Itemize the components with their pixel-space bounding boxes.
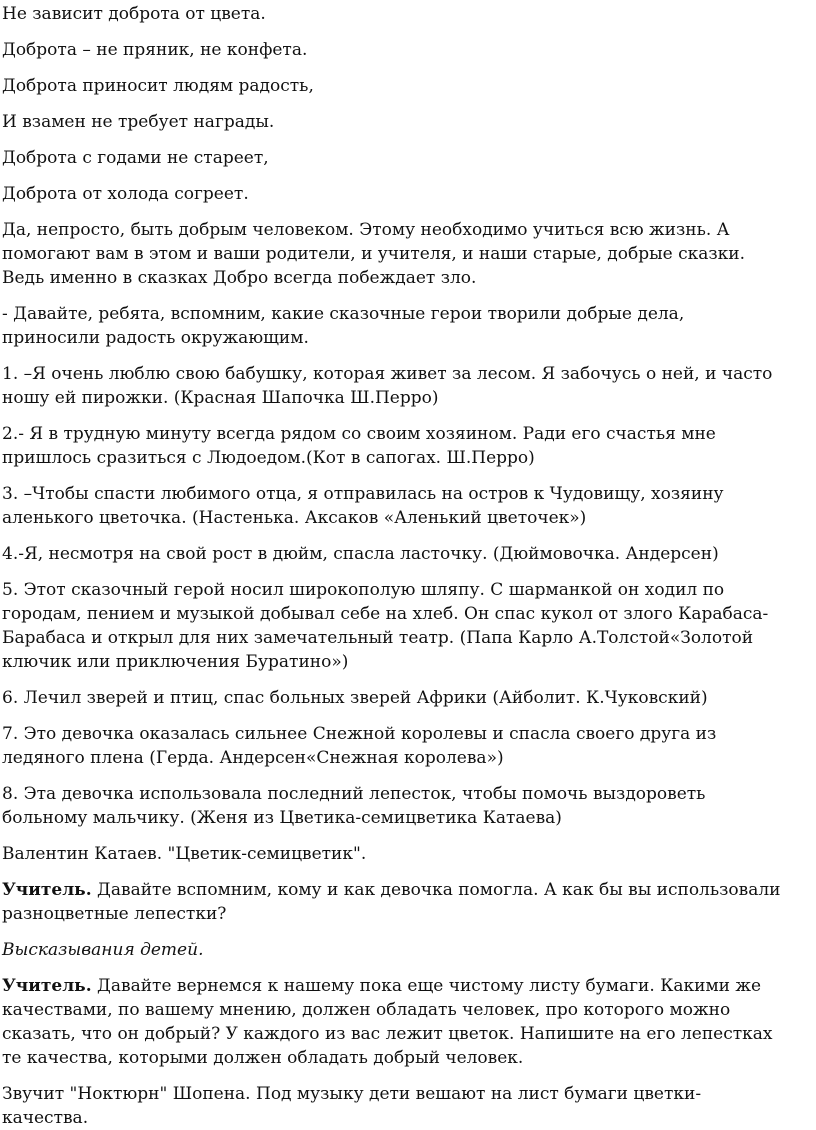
question-paragraph: - Давайте, ребята, вспомним, какие сказочные герои творили добрые дела, приносили радость окружающим.: [2, 304, 685, 348]
poem-line: Доброта приносит людям радость,: [2, 76, 314, 96]
riddle-item: 7. Это девочка оказалась сильнее Снежной королевы и спасла своего друга из ледяного плена (Герда. Андерсен«Снежная королева»): [2, 724, 717, 768]
riddle-item: 3. –Чтобы спасти любимого отца, я отправилась на остров к Чудовищу, хозяину аленького цветочка. (Настенька. Аксаков «Аленький цветочек»): [2, 484, 724, 528]
riddle-item: 6. Лечил зверей и птиц, спас больных зверей Африки (Айболит. К.Чуковский): [2, 688, 708, 708]
poem-line: И взамен не требует награды.: [2, 112, 275, 132]
story-title: Валентин Катаев. "Цветик-семицветик".: [2, 844, 367, 864]
poem-line: Доброта – не пряник, не конфета.: [2, 40, 308, 60]
riddle-item: 5. Этот сказочный герой носил широкополую шляпу. С шарманкой он ходил по городам, пением и музыкой добывал себе на хлеб. Он спас кукол от злого Карабаса- Барабаса и открыл для них замечательный театр. (Папа Карло А.Толстой«Золотой ключик или приключения Буратино»): [2, 580, 769, 672]
intro-paragraph: Да, непросто, быть добрым человеком. Этому необходимо учиться всю жизнь. А помогают вам в этом и ваши родители, и учителя, и наши старые, добрые сказки. Ведь именно в сказках Добро всегда побеждает зло.: [2, 220, 745, 288]
children-statements: Высказывания детей.: [2, 940, 204, 960]
teacher-label: Учитель.: [2, 976, 92, 996]
riddle-item: 8. Эта девочка использовала последний лепесток, чтобы помочь выздороветь больному мальчику. (Женя из Цветика-семицветика Катаева): [2, 784, 706, 828]
poem-line: Доброта от холода согреет.: [2, 184, 249, 204]
teacher-label: Учитель.: [2, 880, 92, 900]
poem-line: Доброта с годами не стареет,: [2, 148, 269, 168]
teacher-paragraph-1: Учитель. Давайте вспомним, кому и как девочка помогла. А как бы вы использовали разноцветные лепестки?: [2, 880, 781, 924]
poem-line: Не зависит доброта от цвета.: [2, 4, 266, 24]
riddle-item: 4.-Я, несмотря на свой рост в дюйм, спасла ласточку. (Дюймовочка. Андерсен): [2, 544, 719, 564]
closing-paragraph: Звучит "Ноктюрн" Шопена. Под музыку дети вешают на лист бумаги цветки- качества.: [2, 1084, 702, 1128]
riddle-item: 1. –Я очень люблю свою бабушку, которая живет за лесом. Я забочусь о ней, и часто ношу ей пирожки. (Красная Шапочка Ш.Перро): [2, 364, 773, 408]
riddle-item: 2.- Я в трудную минуту всегда рядом со своим хозяином. Ради его счастья мне пришлось сразиться с Людоедом.(Кот в сапогах. Ш.Перро): [2, 424, 716, 468]
teacher-paragraph-2: Учитель. Давайте вернемся к нашему пока еще чистому листу бумаги. Какими же качествами, по вашему мнению, должен обладать человек, про которого можно сказать, что он добрый? У каждого из вас лежит цветок. Напишите на его лепестках те качества, которыми должен обладать добрый человек.: [2, 976, 773, 1068]
